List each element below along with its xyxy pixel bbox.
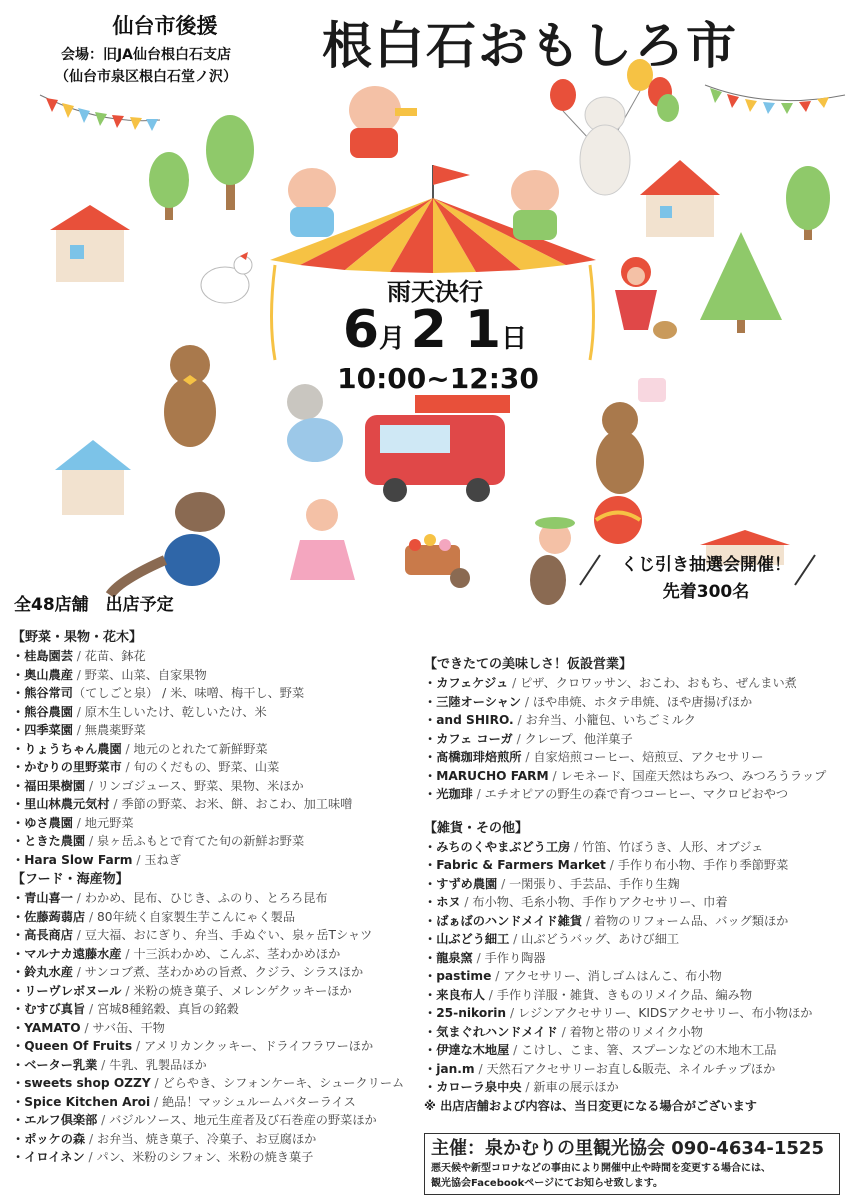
girl-pink [290, 499, 355, 580]
pig-right [511, 170, 559, 240]
red-hood-girl [615, 257, 677, 339]
vendor-name: ゆさ農園 [24, 815, 73, 830]
separator: / [85, 1002, 97, 1016]
bullet-icon: ・ [424, 876, 437, 891]
separator: / [512, 731, 525, 746]
bullet-icon: ・ [12, 928, 25, 942]
vendor-name: YAMATO [24, 1020, 81, 1035]
vendor-description: わかめ、昆布、ひじき、ふのり、とろろ昆布 [84, 891, 328, 905]
vendor-item [12, 1056, 420, 1075]
vendor-name: かむりの里野菜市 [24, 760, 122, 774]
vendor-name: Queen Of Fruits [24, 1039, 133, 1053]
vendor-name: 山ぶどう細工 [436, 932, 510, 946]
vendor-name: 来良布人 [436, 987, 485, 1002]
separator: / [521, 750, 534, 764]
vendor-name: りょうちゃん農園 [24, 741, 122, 756]
vendor-description: 80年続く自家製生芋こんにゃく製品 [96, 909, 296, 924]
vendor-item [424, 1060, 844, 1079]
separator: / [97, 1057, 110, 1072]
separator: / [506, 1006, 518, 1020]
vendor-description: 地元野菜 [84, 815, 134, 830]
vendor-description: ほや串焼、ホタテ串焼、ほや唐揚げほか [532, 694, 753, 709]
venue-info [28, 44, 264, 88]
separator: / [509, 1043, 522, 1057]
vendor-name: sweets shop OZZY [24, 1076, 151, 1090]
bullet-icon: ・ [424, 1043, 437, 1057]
vendor-item [12, 814, 420, 833]
vendor-item [424, 1078, 844, 1097]
separator: / [72, 965, 85, 979]
vendor-item [12, 684, 420, 703]
vendor-item [12, 758, 420, 777]
vendor-description: アクセサリー、消しゴムはんこ、布小物 [503, 969, 722, 983]
separator: / [85, 1131, 97, 1146]
vendor-item [12, 851, 420, 870]
vendor-name: Hara Slow Farm [24, 852, 133, 867]
vendor-name: ときた農園 [24, 834, 86, 848]
separator: / [150, 1076, 163, 1090]
separator: / [72, 649, 85, 663]
vendor-description: ピザ、クロワッサン、おこわ、おもち、ぜんまい煮 [520, 676, 797, 690]
vendor-name: jan.m [436, 1061, 475, 1076]
vendor-description: 手作り陶器 [484, 950, 546, 965]
vendor-item [12, 703, 420, 722]
separator: / [605, 858, 618, 872]
vendor-name: ばぁばのハンドメイド雑貨 [436, 913, 583, 928]
vendor-description: どらやき、シフォンケーキ、シュークリーム [162, 1076, 405, 1090]
event-time: 10:00~12:30 [337, 362, 539, 395]
separator: / [557, 1024, 570, 1039]
tree-2 [206, 115, 254, 210]
vendor-name: 三陸オーシャン [436, 694, 522, 709]
vendor-name: むすび真旨 [24, 1002, 86, 1016]
vendor-name: みちのくやまぶどう工房 [436, 839, 571, 854]
bullet-icon: ・ [12, 1039, 25, 1053]
bullet-icon: ・ [12, 1002, 25, 1016]
vendor-item [12, 1019, 420, 1038]
chicken [201, 252, 252, 303]
vendor-name: and SHIRO. [436, 713, 514, 727]
vendor-description: 宮城8種銘穀、真旨の銘穀 [96, 1002, 239, 1016]
separator: / [513, 713, 526, 727]
flower-cart [405, 534, 470, 588]
vendor-name: リーヴレボヌール [24, 983, 122, 998]
vendor-item [12, 1111, 420, 1130]
vendor-description: 牛乳、乳製品ほか [109, 1057, 207, 1072]
vendor-name: Spice Kitchen Aroi [24, 1094, 151, 1109]
vendor-name: MARUCHO FARM [436, 768, 549, 783]
bullet-icon: ・ [424, 750, 437, 764]
vendor-description: サンコブ煮、茎わかめの旨煮、クジラ、シラスほか [84, 965, 364, 979]
bunting-flags-left [40, 95, 160, 131]
vendor-item [12, 1130, 420, 1149]
vendor-item [12, 795, 420, 814]
brown-bear [164, 345, 216, 447]
vendor-item [424, 1004, 844, 1023]
separator: / [85, 909, 97, 924]
vendor-item [424, 693, 844, 712]
bullet-icon: ・ [424, 694, 437, 709]
vendor-description: 旬のくだもの、野菜、山菜 [133, 760, 280, 774]
date-month-unit: 月 [379, 324, 406, 354]
vendor-name: 福田果樹園 [24, 778, 86, 793]
change-notice: ※ 出店店舗および内容は、当日変更になる場合がございます [424, 1098, 757, 1113]
vendor-description: 竹笛、竹ぼうき、人形、オブジェ [582, 839, 764, 854]
vendor-description: 手作り洋服・雑貨、きものリメイク品、編み物 [496, 987, 753, 1002]
bullet-icon: ・ [12, 1131, 25, 1146]
separator: / [472, 787, 485, 801]
vendor-description: 着物と帯のリメイク小物 [569, 1024, 703, 1039]
separator: / [72, 704, 85, 719]
venue-line-1: 会場：旧JA仙台根白石支店 [60, 47, 232, 63]
separator: / [582, 913, 594, 928]
event-date [320, 300, 550, 360]
bullet-icon: ・ [12, 723, 25, 737]
separator: / [548, 768, 561, 783]
bullet-icon: ・ [12, 778, 25, 793]
vendor-name: pastime [436, 969, 492, 983]
bullet-icon: ・ [424, 1080, 437, 1094]
vendor-name: 佐藤蒟蒻店 [24, 909, 86, 924]
separator: / [72, 891, 85, 905]
bullet-icon: ・ [424, 858, 437, 872]
bullet-icon: ・ [424, 731, 437, 746]
bullet-icon: ・ [12, 1076, 25, 1090]
house-blue [55, 440, 131, 515]
category-heading: 【雑貨・その他】 [424, 820, 529, 836]
bullet-icon: ・ [12, 741, 25, 756]
vendor-description: 着物のリフォーム品、バッグ類ほか [593, 913, 789, 928]
vendor-description: こけし、こま、箸、スプーンなどの木地木工品 [521, 1043, 777, 1057]
cat [287, 384, 343, 462]
bullet-icon: ・ [12, 1057, 25, 1072]
separator: / [97, 1113, 110, 1127]
vendor-description: 米粉の焼き菓子、メレンゲクッキーほか [133, 983, 352, 998]
vendor-list-right [424, 654, 844, 1115]
separator: / [72, 723, 85, 737]
vendor-name: 熊谷農園 [24, 704, 73, 719]
bullet-icon: ・ [12, 815, 25, 830]
bullet-icon: ・ [424, 950, 437, 965]
bullet-icon: ・ [12, 946, 25, 961]
vendor-item [12, 963, 420, 982]
separator: / [474, 1061, 487, 1076]
pig-left [288, 168, 336, 237]
vendor-name: 青山喜一 [24, 891, 73, 905]
bullet-icon: ・ [12, 834, 25, 848]
separator: / [472, 950, 485, 965]
vendor-description: 原木生しいたけ、乾しいたけ、米 [84, 704, 267, 719]
separator: / [521, 1080, 534, 1094]
separator: / [80, 1020, 93, 1035]
vendor-name: Fabric & Farmers Market [436, 858, 606, 872]
vendor-description: 豆大福、おにぎり、弁当、手ぬぐい、泉ヶ岳Tシャツ [84, 928, 373, 942]
vendor-description: 自家焙煎コーヒー、焙煎豆、アクセサリー [533, 750, 764, 764]
vendor-item [424, 893, 844, 912]
bullet-icon: ・ [424, 676, 437, 690]
bullet-icon: ・ [424, 1006, 437, 1020]
lottery-info [596, 552, 816, 606]
vendor-description: レモネード、国産天然はちみつ、みつろうラップ [560, 768, 827, 783]
organizer-note-2: 観光協会Facebookページにてお知らせ致します。 [431, 1178, 663, 1189]
vendor-description: アメリカンクッキー、ドライフラワーほか [143, 1039, 374, 1053]
vendor-item [424, 674, 844, 693]
vendor-name: 桂島園芸 [24, 649, 73, 663]
bullet-icon: ・ [12, 1150, 25, 1164]
bunting-flags-right [705, 85, 845, 114]
vendor-name: カフェ コーガ [436, 731, 513, 746]
vendor-item [424, 711, 844, 730]
bullet-icon: ・ [12, 891, 25, 905]
vendor-description: クレープ、他洋菓子 [524, 731, 633, 746]
organizer-box [424, 1133, 840, 1195]
separator: / [132, 852, 145, 867]
vendor-name: すずめ農園 [436, 876, 498, 891]
separator: / [72, 815, 85, 830]
boy-hat [530, 517, 575, 605]
vendor-list-left [12, 627, 420, 1167]
separator: / [121, 741, 134, 756]
vendor-description: パン、米粉のシフォン、米粉の焼き菓子 [96, 1150, 314, 1164]
separator: / [497, 876, 510, 891]
tree-1 [149, 152, 189, 220]
vendor-item [12, 721, 420, 740]
vendor-item [12, 1074, 420, 1093]
vendor-item [12, 889, 420, 908]
vendor-item [424, 856, 844, 875]
vendor-description: 無農薬野菜 [84, 723, 146, 737]
vendor-description: 玉ねぎ [144, 852, 181, 867]
rain-or-shine-label: 雨天決行 [387, 278, 483, 306]
organizer-note-1: 悪天候や新型コロナなどの事由により開催中止や時間を変更する場合には、 [431, 1163, 771, 1174]
vendor-item [424, 967, 844, 986]
supporter-label: 仙台市後援 [112, 14, 218, 38]
vendor-name: 伊達な木地屋 [436, 1043, 510, 1057]
vendor-item [12, 647, 420, 666]
bullet-icon: ・ [424, 913, 437, 928]
vendor-description: お弁当、焼き菓子、冷菓子、お豆腐ほか [96, 1131, 317, 1146]
vendor-item [12, 1148, 420, 1167]
vendor-description: （てしごと泉） / 米、味噌、梅干し、野菜 [72, 686, 305, 700]
vendor-item [12, 666, 420, 685]
bullet-icon: ・ [424, 768, 437, 783]
vendor-item [424, 730, 844, 749]
vendor-name: ポッケの森 [24, 1131, 86, 1146]
vendor-description: お弁当、小籠包、いちごミルク [525, 713, 696, 727]
separator: / [72, 928, 85, 942]
bullet-icon: ・ [12, 1113, 25, 1127]
vendor-item [424, 1023, 844, 1042]
vendor-description: 手作り布小物、手作り季節野菜 [617, 858, 789, 872]
vendor-name: 熊谷常司 [24, 686, 73, 700]
vendor-item [424, 875, 844, 894]
vendor-item [424, 986, 844, 1005]
vendor-item [424, 785, 844, 804]
vendor-description: リンゴジュース、野菜、果物、米ほか [96, 778, 304, 793]
vendor-name: カローラ泉中央 [436, 1080, 522, 1094]
vendor-description: 絶品！マッシュルームバターライス [162, 1094, 356, 1109]
vendor-name: 気まぐれハンドメイド [436, 1024, 558, 1039]
bullet-icon: ・ [424, 895, 437, 909]
vendor-item [12, 777, 420, 796]
bullet-icon: ・ [424, 987, 437, 1002]
vendor-item [12, 926, 420, 945]
lottery-line-1: くじ引き抽選会開催！ [621, 555, 791, 575]
vendor-description: 泉ヶ岳ふもとで育てた旬の新鮮お野菜 [96, 834, 305, 848]
pine-tree [700, 232, 782, 333]
bullet-icon: ・ [424, 932, 437, 946]
category-heading: 【フード・海産物】 [12, 872, 129, 887]
bullet-icon: ・ [12, 965, 25, 979]
vendor-item [424, 767, 844, 786]
bullet-icon: ・ [424, 839, 437, 854]
bullet-icon: ・ [12, 1094, 25, 1109]
bullet-icon: ・ [12, 649, 25, 663]
separator: / [121, 946, 134, 961]
vendor-description: 花苗、鉢花 [84, 649, 146, 663]
separator: / [85, 834, 97, 848]
vendor-name: カフェケジュ [436, 676, 509, 690]
bullet-icon: ・ [12, 909, 25, 924]
vendor-item [12, 945, 420, 964]
vendor-name: 鈴丸水産 [24, 965, 73, 979]
bullet-icon: ・ [424, 1024, 437, 1039]
vendor-item [12, 832, 420, 851]
vendor-name: 龍泉窯 [436, 950, 473, 965]
vendor-description: バジルソース、地元生産者及び石巻産の野菜ほか [109, 1113, 377, 1127]
vendor-item [12, 982, 420, 1001]
separator: / [85, 778, 97, 793]
vendor-name: ホヌ [436, 895, 461, 909]
separator: / [132, 1039, 144, 1053]
date-month: 6 [342, 300, 380, 360]
vendor-description: レジンアクセサリー、KIDSアクセサリー、布小物ほか [517, 1006, 813, 1020]
vendor-description: 天然石アクセサリーお直し&販売、ネイルチップほか [486, 1061, 776, 1076]
vendor-name: 里山林農元気村 [24, 797, 110, 811]
separator: / [484, 987, 497, 1002]
vendor-name: 光珈琲 [436, 787, 473, 801]
vendor-name: 奥山農産 [24, 667, 73, 682]
vendor-item [12, 1037, 420, 1056]
bullet-icon: ・ [12, 704, 25, 719]
bullet-icon: ・ [12, 760, 25, 774]
vendor-name: 25-nikorin [436, 1006, 507, 1020]
bullet-icon: ・ [424, 713, 437, 727]
vendor-item [12, 1000, 420, 1019]
lottery-line-2: 先着300名 [662, 582, 750, 602]
separator: / [491, 969, 504, 983]
bullet-icon: ・ [424, 787, 437, 801]
bullet-icon: ・ [12, 852, 25, 867]
separator: / [570, 839, 583, 854]
vendor-name: ベーター乳業 [24, 1057, 98, 1072]
vendor-item [424, 949, 844, 968]
vendor-item [424, 838, 844, 857]
bullet-icon: ・ [12, 686, 25, 700]
vendor-name: マルナカ遠藤水産 [24, 946, 122, 961]
vendor-name: 四季菜園 [24, 723, 73, 737]
separator: / [121, 760, 134, 774]
vendor-name: エルフ倶楽部 [24, 1113, 98, 1127]
vendor-item [424, 748, 844, 767]
separator: / [521, 694, 533, 709]
category-heading: 【できたての美味しさ！仮設営業】 [424, 657, 633, 672]
pig-trumpet [349, 86, 417, 158]
separator: / [460, 895, 473, 909]
separator: / [109, 797, 122, 811]
polar-bear [580, 97, 630, 195]
vendor-description: 布小物、毛糸小物、手作りアクセサリー、巾着 [472, 895, 728, 909]
vendor-description: エチオピアの野生の森で育つコーヒー、マクロビおやつ [484, 787, 789, 801]
vendor-item [424, 912, 844, 931]
vendor-description: 山ぶどうバッグ、あけび細工 [521, 932, 680, 946]
vendor-description: 十三浜わかめ、こんぶ、茎わかめほか [133, 946, 341, 961]
vendor-item [12, 908, 420, 927]
tree-3 [786, 166, 830, 240]
bullet-icon: ・ [12, 983, 25, 998]
bullet-icon: ・ [12, 1020, 25, 1035]
bullet-icon: ・ [424, 1061, 437, 1076]
bullet-icon: ・ [12, 667, 25, 682]
vendor-item [424, 930, 844, 949]
bear-ball [594, 378, 666, 544]
separator: / [72, 667, 85, 682]
separator: / [121, 983, 134, 998]
vendor-item [12, 1093, 420, 1112]
vendor-description: 地元のとれたて新鮮野菜 [133, 741, 268, 756]
bullet-icon: ・ [424, 969, 437, 983]
house-right [640, 160, 720, 237]
wolf [110, 492, 225, 595]
vendor-description: 一閑張り、手芸品、手作り生麹 [509, 876, 680, 891]
vendor-name: イロイネン [24, 1150, 85, 1164]
vendor-item [12, 740, 420, 759]
bullet-icon: ・ [12, 797, 25, 811]
separator: / [508, 676, 521, 690]
date-day: 2 1 [410, 300, 502, 360]
separator: / [509, 932, 522, 946]
store-count: 全48店舗 出店予定 [14, 595, 174, 615]
category-heading: 【野菜・果物・花木】 [12, 630, 143, 645]
vendor-description: 野菜、山菜、自家果物 [84, 667, 207, 682]
vendor-description: 新車の展示ほか [533, 1080, 619, 1094]
page-title: 根白石おもしろ市 [322, 17, 738, 75]
vendor-description: 季節の野菜、お米、餅、おこわ、加工味噌 [121, 797, 353, 811]
date-day-unit: 日 [501, 324, 528, 354]
separator: / [150, 1094, 162, 1109]
vendor-name: 高長商店 [24, 928, 73, 942]
venue-line-2: （仙台市泉区根白石堂ノ沢） [55, 69, 237, 85]
food-truck [365, 395, 510, 502]
separator: / [84, 1150, 97, 1164]
house-left [50, 205, 130, 282]
organizer-line: 主催：泉かむりの里観光協会 090-4634-1525 [431, 1138, 824, 1159]
vendor-name: 髙橋珈琲焙煎所 [436, 750, 522, 764]
vendor-description: サバ缶、干物 [92, 1020, 165, 1035]
vendor-item [424, 1041, 844, 1060]
